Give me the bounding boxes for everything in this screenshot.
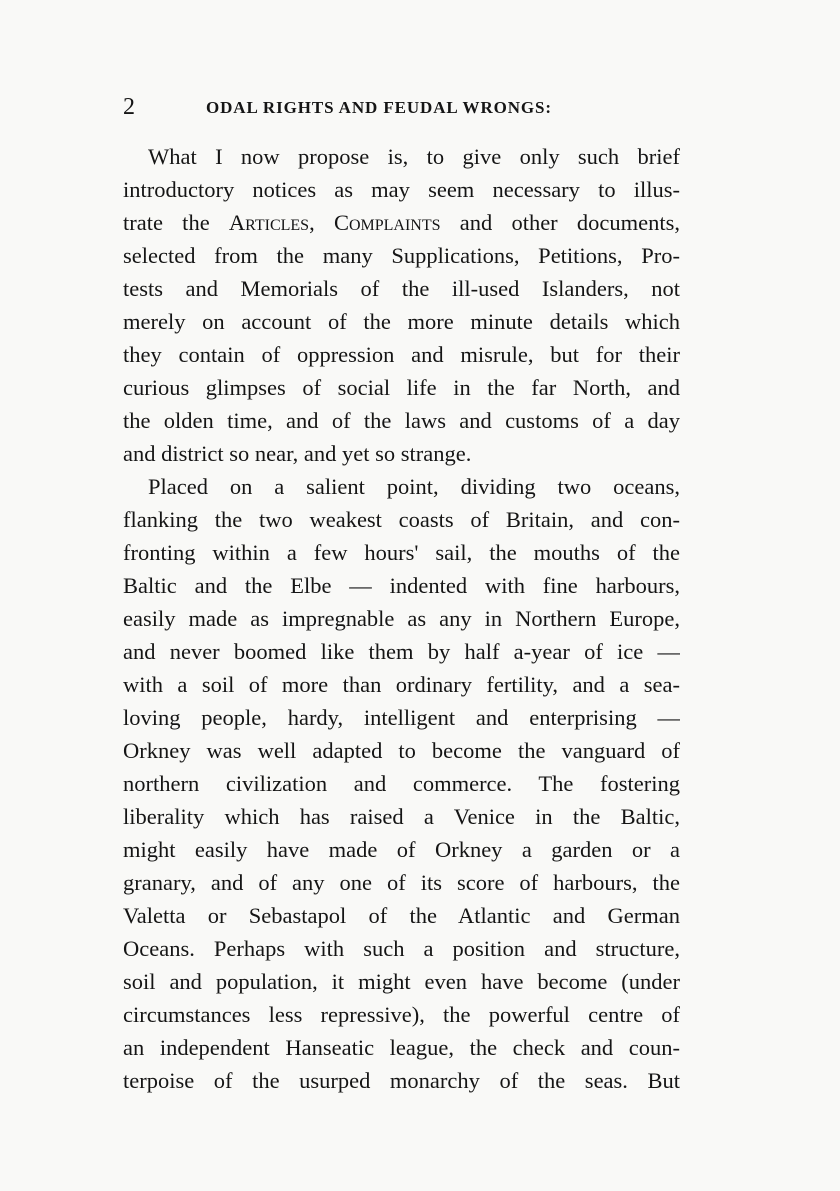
text-line: Orkney was well adapted to become the vanguard of [123,738,680,763]
text-line: fronting within a few hours' sail, the mouths of the [123,540,680,565]
text-line: soil and population, it might even have become (under [123,969,680,994]
text-line: they contain of oppression and misrule, but for their [123,342,680,367]
text-line: might easily have made of Orkney a garden or a [123,837,680,862]
text-line: circumstances less repressive), the powerful centre of [123,1002,680,1027]
text-line: loving people, hardy, intelligent and enterprising — [123,705,680,730]
text-line: Placed on a salient point, dividing two oceans, [148,474,680,499]
text-line: tests and Memorials of the ill-used Islanders, not [123,276,680,301]
text-line: What I now propose is, to give only such brief [148,144,680,169]
text-line: an independent Hanseatic league, the check and coun- [123,1035,680,1060]
text-line: Valetta or Sebastapol of the Atlantic and German [123,903,680,928]
text-line: liberality which has raised a Venice in the Baltic, [123,804,680,829]
text-run: trate the [123,210,229,235]
text-line: selected from the many Supplications, Petitions, Pro- [123,243,680,268]
text-line: Baltic and the Elbe — indented with fine harbours, [123,573,680,598]
text-line: Oceans. Perhaps with such a position and structure, [123,936,680,961]
small-caps-articles: Articles [228,210,310,235]
text-line: easily made as impregnable as any in Northern Europe, [123,606,680,631]
text-line: northern civilization and commerce. The fostering [123,771,680,796]
text-run: , [309,210,334,235]
page-header [123,92,683,126]
text-line [123,206,680,239]
paragraph-2 [123,470,680,1097]
text-line: curious glimpses of social life in the far North, and [123,375,680,400]
text-line: with a soil of more than ordinary fertility, and a sea- [123,672,680,697]
text-line: and never boomed like them by half a-year of ice — [123,639,680,664]
running-head: ODAL RIGHTS AND FEUDAL WRONGS: [206,98,552,117]
text-line: flanking the two weakest coasts of Britain, and con- [123,507,680,532]
paragraph-1 [123,140,680,470]
small-caps-complaints: Complaints [333,210,441,235]
text-line: terpoise of the usurped monarchy of the seas. But [123,1068,680,1093]
text-run: and other documents, [440,210,680,235]
text-line: and district so near, and yet so strange. [123,441,472,466]
body-text [123,140,680,1097]
text-line: introductory notices as may seem necessary to illus- [123,177,680,202]
text-line: merely on account of the more minute details which [123,309,680,334]
page-number: 2 [123,94,135,120]
text-line: the olden time, and of the laws and customs of a day [123,408,680,433]
text-line: granary, and of any one of its score of harbours, the [123,870,680,895]
